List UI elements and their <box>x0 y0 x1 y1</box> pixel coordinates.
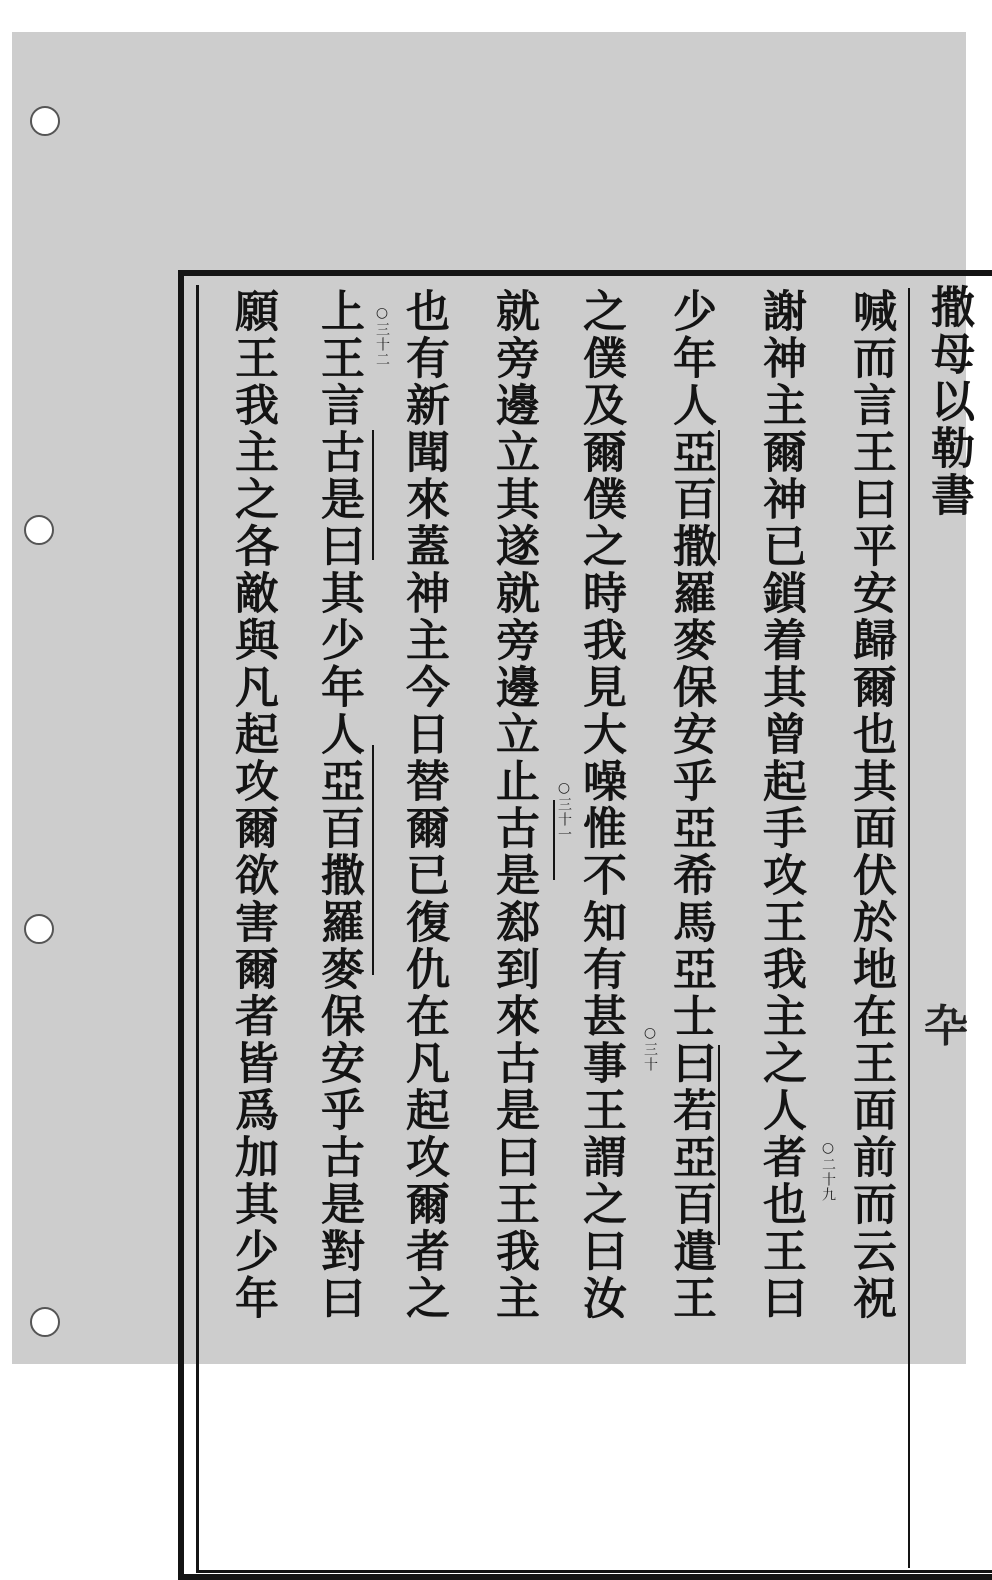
name-rule <box>372 745 374 975</box>
name-rule <box>718 1045 720 1245</box>
verse-marker: ○三十 <box>642 1025 658 1072</box>
verse-marker: ○三十二 <box>374 305 390 367</box>
binder-hole-1 <box>30 106 60 136</box>
binder-hole-2 <box>24 515 54 545</box>
text-column-8: 願王我主之各敵與凡起攻爾欲害爾者皆爲加其少年 <box>227 288 278 1322</box>
name-rule <box>372 430 374 560</box>
text-column-1: 喊而言王曰平安歸爾也其面伏於地在王面前而云祝 <box>845 288 896 1322</box>
text-column-5: 就旁邊立其遂就旁邊立止古是郄到來古是曰王我主 <box>488 288 539 1322</box>
binder-hole-4 <box>30 1307 60 1337</box>
text-column-2: 謝神主爾神已鎖着其曾起手攻王我主之人者也王曰 <box>755 288 806 1322</box>
title-rule <box>908 288 910 1568</box>
text-column-4: 之僕及爾僕之時我見大噪惟不知有甚事王謂之曰汝 <box>575 288 626 1322</box>
verse-marker: ○三十一 <box>556 780 572 842</box>
text-column-7: 上王言古是曰其少年人亞百撒羅麥保安乎古是對曰 <box>313 288 364 1322</box>
binder-hole-3 <box>24 914 54 944</box>
page-number: 卆 <box>924 1001 968 1052</box>
text-column-6: 也有新聞來蓋神主今日替爾已復仇在凡起攻爾者之 <box>398 288 449 1322</box>
book-title: 撒母以勒書 <box>923 284 974 519</box>
verse-marker: ○二十九 <box>820 1140 836 1202</box>
name-rule <box>718 430 720 560</box>
text-column-3: 少年人亞百撒羅麥保安乎亞希馬亞士曰若亞百遣王 <box>665 288 716 1322</box>
